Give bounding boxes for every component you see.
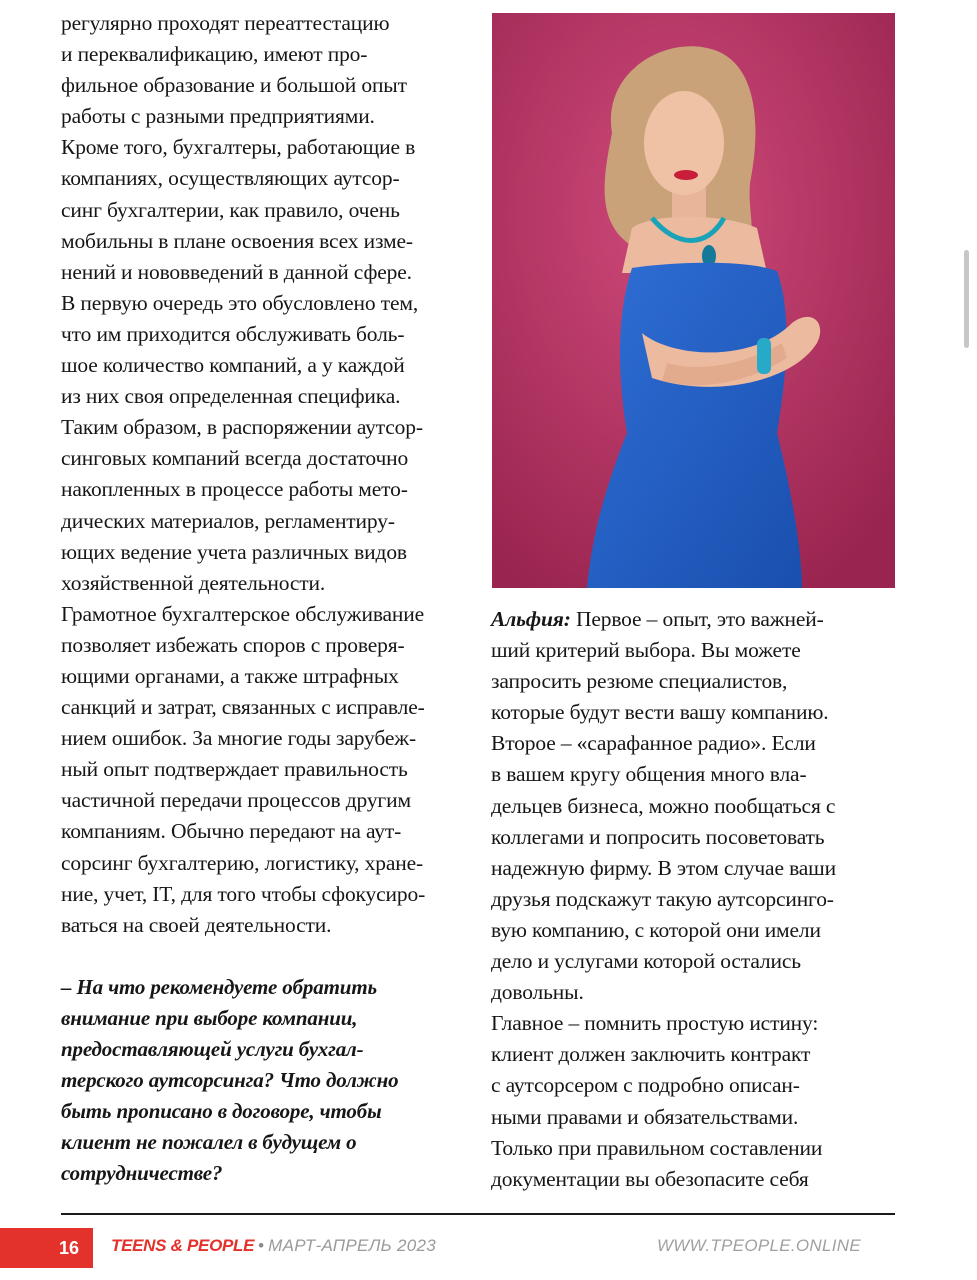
text-line: накопленных в процессе работы мето-: [61, 477, 408, 502]
text-line: ющими органами, а также штрафных: [61, 663, 399, 688]
right-column: [491, 604, 895, 1195]
text-line: Только при правильном составлении: [491, 1135, 823, 1160]
text-line: [491, 604, 895, 635]
text-line: регулярно проходят переаттестацию: [61, 11, 390, 35]
question-line: быть прописано в договоре, чтобы: [61, 1099, 382, 1124]
text-line: вую компанию, с которой они имели: [491, 917, 821, 942]
question-line: предоставляющей услуги бухгал-: [61, 1037, 364, 1061]
text-line: Таким образом, в распоряжении аутсор-: [61, 415, 423, 440]
scrollbar-thumb[interactable]: [964, 250, 969, 348]
text-line: ный опыт подтверждает правильность: [61, 757, 408, 782]
text-line: что им приходится обслуживать боль-: [61, 321, 405, 346]
text-line: компаниях, осуществляющих аутсор-: [61, 166, 400, 191]
bullet-separator: •: [258, 1236, 265, 1255]
issue-date: МАРТ-АПРЕЛЬ 2023: [268, 1236, 437, 1255]
website-url[interactable]: WWW.TPEOPLE.ONLINE: [656, 1236, 861, 1255]
text-line: Главное – помнить простую истину:: [491, 1011, 819, 1036]
text-line: друзья подскажут такую аутсорсинго-: [491, 886, 834, 911]
question-line: сотрудничестве?: [61, 1161, 223, 1186]
text-line: из них своя определенная специфика.: [61, 384, 401, 409]
text-line: надежную фирму. В этом случае ваши: [491, 855, 836, 880]
article-paragraph-1: [61, 8, 469, 599]
text-line: санкций и затрат, связанных с исправле-: [61, 695, 425, 720]
answer-paragraph-1: [491, 604, 895, 1008]
text-line: шое количество компаний, а у каждой: [61, 353, 405, 378]
text-line: запросить резюме специалистов,: [491, 669, 788, 694]
text-line: позволяет избежать споров с проверя-: [61, 632, 405, 657]
page-number: 16: [58, 1237, 79, 1258]
text-line: хозяйственной деятельности.: [61, 570, 326, 595]
question-line: клиент не пожалел в будущем о: [61, 1130, 357, 1155]
text-line: дельцев бизнеса, можно пообщаться с: [491, 793, 836, 818]
text-line: сорсинг бухгалтерию, логистику, хране-: [61, 850, 423, 875]
text-line: Кроме того, бухгалтеры, работающие в: [61, 135, 416, 160]
text-line: синг бухгалтерии, как правило, очень: [61, 197, 400, 222]
text-line: клиент должен заключить контракт: [491, 1042, 811, 1067]
text-line: дело и услугами которой остались: [491, 949, 801, 974]
page-number-badge: [0, 1228, 93, 1268]
text-line: Второе – «сарафанное радио». Если: [491, 731, 816, 756]
text-line: В первую очередь это обусловлено тем,: [61, 290, 419, 315]
text-line: синговых компаний всегда достаточно: [61, 446, 409, 471]
answer-first-line: Первое – опыт, это важней-: [570, 607, 824, 631]
text-line: нений и нововведений в данной сфере.: [61, 259, 412, 284]
left-column: [61, 8, 469, 1189]
footer-divider: [61, 1213, 895, 1215]
text-line: ние, учет, IT, для того чтобы сфокусиро-: [61, 881, 426, 906]
text-line: фильное образование и большой опыт: [61, 73, 407, 98]
text-line: документации вы обезопасите себя: [491, 1166, 809, 1191]
text-line: дических материалов, регламентиру-: [61, 508, 395, 533]
text-line: ными правами и обязательствами.: [491, 1104, 799, 1129]
text-line: ваться на своей деятельности.: [61, 912, 332, 937]
text-line: ющих ведение учета различных видов: [61, 539, 407, 564]
text-line: ший критерий выбора. Вы можете: [491, 638, 801, 663]
text-line: коллегами и попросить посоветовать: [491, 824, 825, 849]
text-line: с аутсорсером с подробно описан-: [491, 1073, 800, 1098]
article-paragraph-2: [61, 599, 469, 941]
text-line: частичной передачи процессов другим: [61, 788, 411, 813]
text-line: нием ошибок. За многие годы зарубеж-: [61, 726, 416, 751]
text-line: в вашем кругу общения много вла-: [491, 762, 807, 787]
interview-question: [61, 972, 469, 1190]
text-line: компаниям. Обычно передают на аут-: [61, 819, 402, 844]
portrait-photo: [492, 13, 895, 588]
text-line: которые будут вести вашу компанию.: [491, 700, 829, 725]
question-line: – На что рекомендуете обратить: [61, 974, 377, 999]
text-line: работы с разными предприятиями.: [61, 104, 375, 129]
magazine-brand: TEENS & PEOPLE: [111, 1236, 255, 1255]
footer-masthead: [111, 1236, 436, 1256]
text-line: мобильны в плане освоения всех изме-: [61, 228, 413, 253]
portrait-illustration: [492, 13, 895, 588]
question-line: внимание при выборе компании,: [61, 1005, 358, 1030]
answer-paragraph-2: [491, 1008, 895, 1195]
question-line: терского аутсорсинга? Что должно: [61, 1068, 399, 1093]
speaker-name: Альфия:: [491, 607, 571, 631]
text-line: Грамотное бухгалтерское обслуживание: [61, 601, 425, 626]
text-line: и переквалификацию, имеют про-: [61, 42, 368, 67]
text-line: довольны.: [491, 980, 584, 1005]
